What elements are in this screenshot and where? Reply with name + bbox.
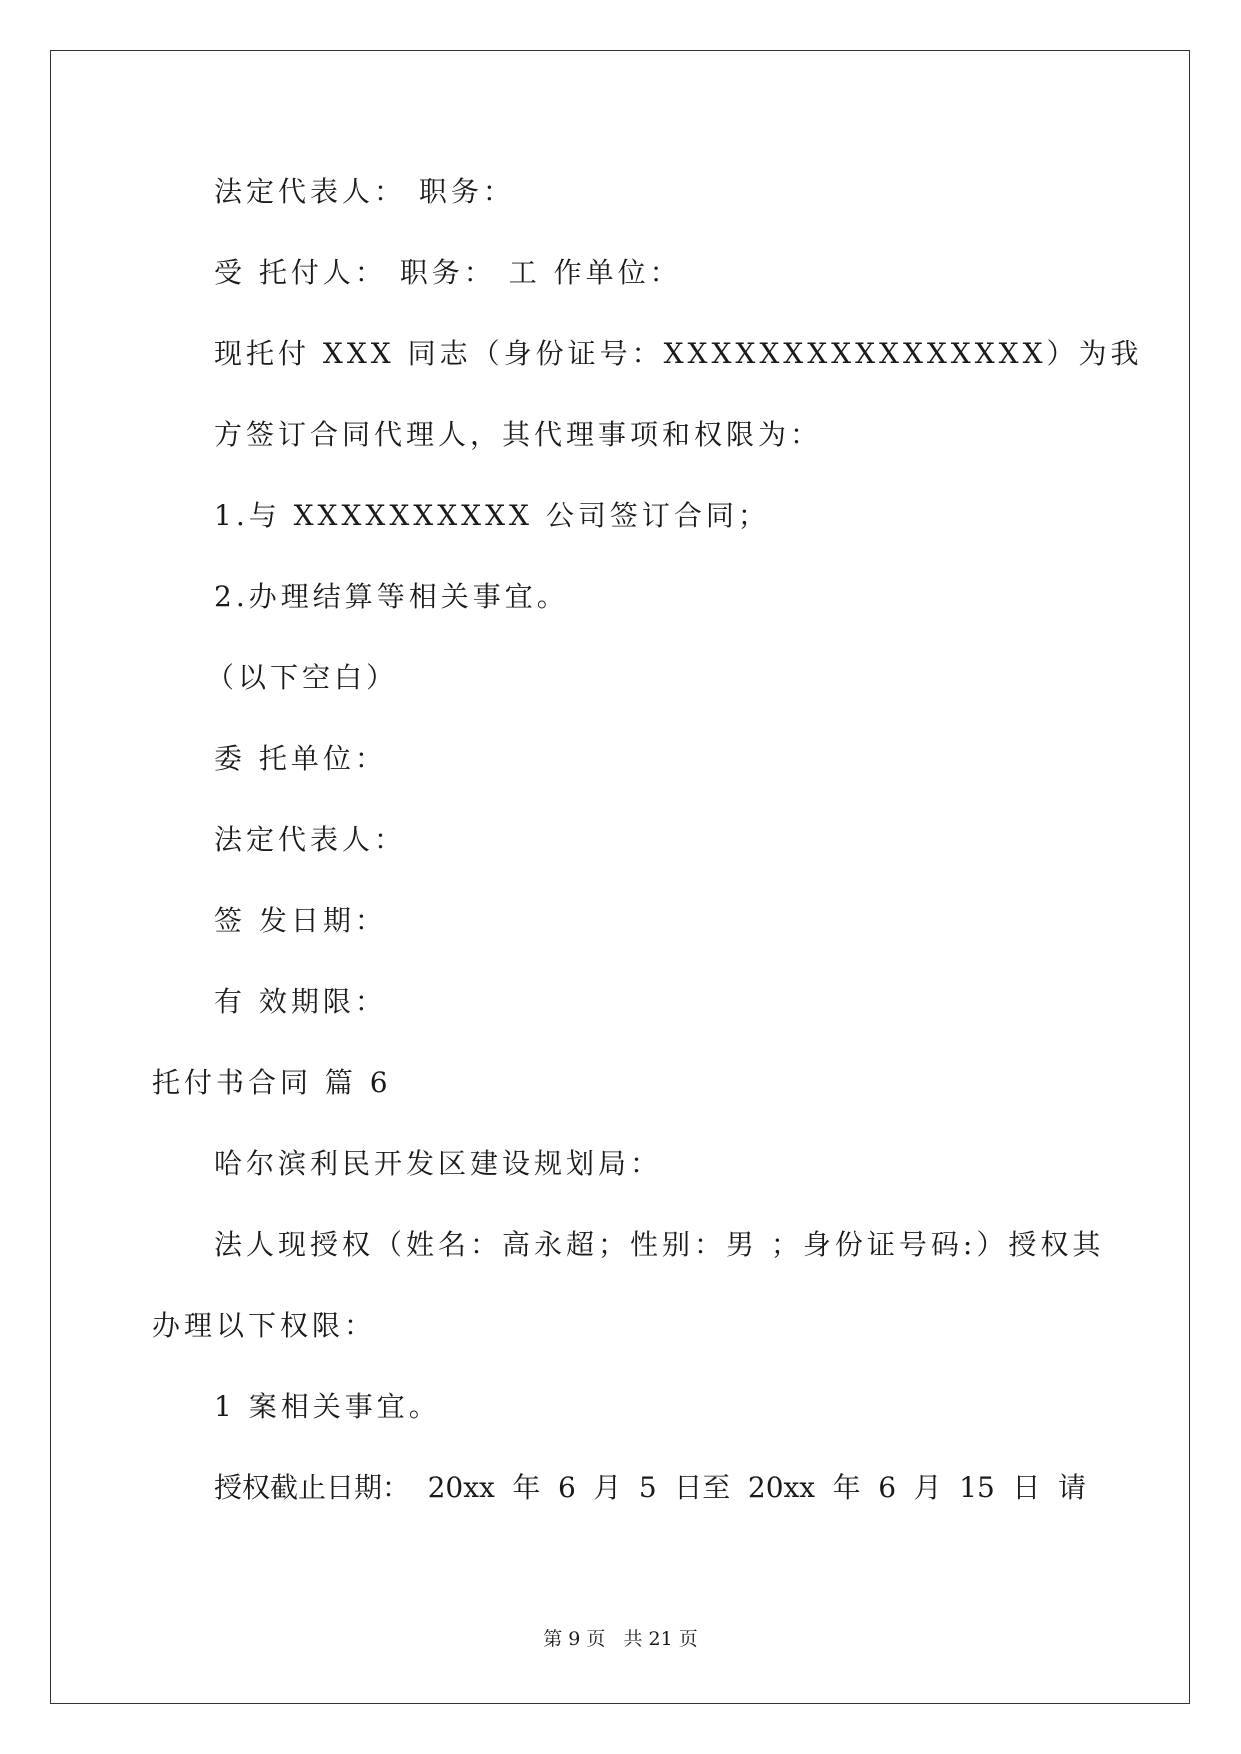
line-token: 6 <box>557 1471 576 1504</box>
line-token: 20xx <box>747 1471 816 1504</box>
line-token: 月 <box>593 1471 622 1504</box>
doc-line: （以下空白） <box>206 661 399 694</box>
doc-line: 法定代表人： <box>214 823 407 856</box>
line-token: 5 <box>638 1471 657 1504</box>
section-heading: 托付书合同 篇 6 <box>152 1066 392 1099</box>
doc-line: 哈尔滨利民开发区建设规划局： <box>214 1147 663 1180</box>
line-token: 年 <box>512 1471 541 1504</box>
justified-last-line <box>214 1472 1086 1504</box>
doc-line: 1.与 XXXXXXXXXX 公司签订合同； <box>214 499 770 532</box>
doc-line: 法定代表人： 职务： <box>214 175 515 208</box>
page-border <box>50 50 1190 1704</box>
doc-line: 有 效期限： <box>214 985 387 1018</box>
line-token: 日 <box>1012 1471 1041 1504</box>
doc-line: 1 案相关事宜。 <box>214 1390 441 1423</box>
line-token: 请 <box>1057 1471 1086 1504</box>
page-footer: 第 9 页 共 21 页 <box>543 1628 698 1650</box>
doc-line: 2.办理结算等相关事宜。 <box>214 580 569 613</box>
doc-line: 现托付 XXX 同志（身份证号：XXXXXXXXXXXXXXXX）为我 <box>214 337 1143 370</box>
line-token: 20xx <box>427 1471 495 1504</box>
line-token: 年 <box>832 1471 861 1504</box>
line-token: 月 <box>913 1471 942 1504</box>
line-token: 15 <box>959 1471 995 1504</box>
doc-line: 办理以下权限： <box>152 1309 377 1342</box>
line-token: 授权截止日期： <box>214 1471 411 1504</box>
doc-line: 方签订合同代理人，其代理事项和权限为： <box>214 418 823 451</box>
doc-line: 委 托单位： <box>214 742 387 775</box>
line-token: 日至 <box>674 1471 731 1504</box>
doc-line: 法人现授权（姓名：高永超；性别：男 ；身份证号码:）授权其 <box>214 1228 1105 1261</box>
doc-line: 受 托付人： 职务： 工 作单位： <box>214 256 682 289</box>
doc-line: 签 发日期： <box>214 904 387 937</box>
line-token: 6 <box>878 1471 897 1504</box>
